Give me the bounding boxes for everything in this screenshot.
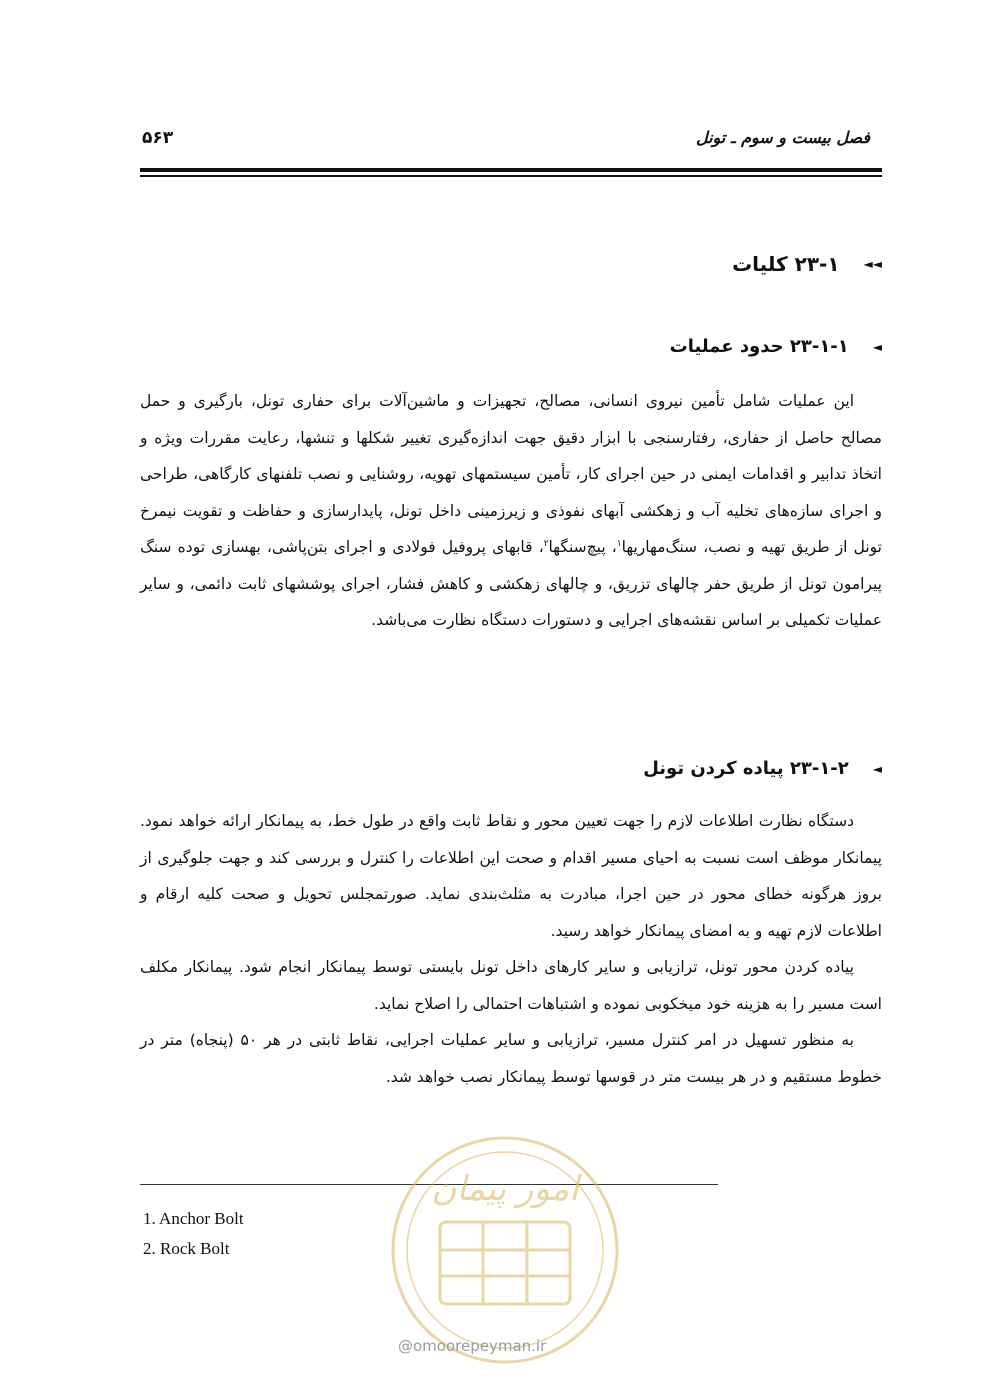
paragraph: پیاده کردن محور تونل، ترازیابی و سایر کارهای داخل تونل بایستی توسط پیمانکار انجام شود. پیمانکار مکلف است مسیر را به هزینه خود میخکوبی نموده و اشتباهات احتمالی را اصلاح نماید. bbox=[140, 958, 882, 1013]
section-title: ۲۳-۱ کلیات bbox=[732, 252, 840, 276]
paragraph-text: ، پیچ‌سنگها bbox=[548, 538, 617, 556]
footnotes bbox=[143, 1204, 244, 1264]
subsection-heading-1 bbox=[670, 336, 882, 357]
tunnel-layout-paragraphs bbox=[140, 803, 882, 1095]
watermark-seal-text: امور پیمان bbox=[431, 1169, 579, 1209]
subsection-heading-2 bbox=[643, 758, 882, 779]
paragraph: به منظور تسهیل در امر کنترل مسیر، ترازیابی و سایر عملیات اجرایی، نقاط ثابتی در هر ۵۰ (پنجاه) متر در خطوط مستقیم و در هر بیست متر در قوسها توسط پیمانکار نصب خواهد شد. bbox=[140, 1031, 882, 1086]
operations-scope-paragraph bbox=[140, 383, 882, 639]
footnote-ref-1[interactable]: ۱ bbox=[616, 538, 622, 549]
footnote-ref-2[interactable]: ۲ bbox=[543, 538, 549, 549]
footnote-1: 1. Anchor Bolt bbox=[143, 1209, 244, 1228]
running-title: فصل بیست و سوم ـ تونل bbox=[695, 128, 870, 147]
section-heading bbox=[732, 252, 882, 276]
header-rule-thin bbox=[140, 175, 882, 177]
paragraph-text: این عملیات شامل تأمین نیروی انسانی، مصالح، تجهیزات و ماشین‌آلات برای حفاری تونل، بارگیری و حمل مصالح حاصل از حفاری، رفتارسنجی با ابزار دقیق جهت اندازه‌گیری تغییر شکلها و تنشها، رعایت مقررات ویژه و اتخاذ تدابیر و اقدامات ایمنی در حین اجرای کار، تأمین سیستمهای تهویه، روشنایی و نصب تلفنهای کارگاهی، طراحی و اجرای سازه‌های تخلیه آب و زهکشی آبهای نفوذی و زیرزمینی داخل تونل، پایدارسازی و حفاظت و تقویت نیمرخ تونل از طریق تهیه و نصب، سنگ‌مهاریها bbox=[140, 392, 882, 556]
watermark-url: @omoorepeyman.ir bbox=[398, 1337, 547, 1355]
subsection-title: ۲۳-۱-۱ حدود عملیات bbox=[669, 336, 849, 357]
double-arrow-icon: ◄◄ bbox=[863, 257, 882, 271]
paragraph-text: ، قابهای پروفیل فولادی و اجرای بتن‌پاشی، بهسازی توده سنگ پیرامون تونل از طریق حفر چالهای تزریق، و چالهای زهکشی و کاهش فشار، اجرای پوششهای ثابت دائمی، و سایر عملیات تکمیلی بر اساس نقشه‌های اجرایی و دستورات دستگاه نظارت می‌باشد. bbox=[140, 538, 882, 629]
arrow-icon: ◄ bbox=[872, 339, 882, 354]
header-rule-thick bbox=[140, 168, 882, 172]
page-number: ۵۶۳ bbox=[142, 128, 174, 148]
paragraph: دستگاه نظارت اطلاعات لازم را جهت تعیین محور و نقاط ثابت واقع در طول خط، به پیمانکار ارائه خواهد نمود. پیمانکار موظف است نسبت به احیای مسیر اقدام و صحت این اطلاعات را کنترل و بررسی کند و جهت جلوگیری از بروز هرگونه خطای محور در حین اجرا، مبادرت به مثلث‌بندی نماید. صورتمجلس تحویل و صحت کلیه ارقام و اطلاعات لازم تهیه و به امضای پیمانکار خواهد رسید. bbox=[140, 812, 882, 940]
subsection-title: ۲۳-۱-۲ پیاده کردن تونل bbox=[643, 758, 849, 779]
arrow-icon: ◄ bbox=[872, 761, 882, 776]
footnote-2: 2. Rock Bolt bbox=[143, 1239, 230, 1258]
